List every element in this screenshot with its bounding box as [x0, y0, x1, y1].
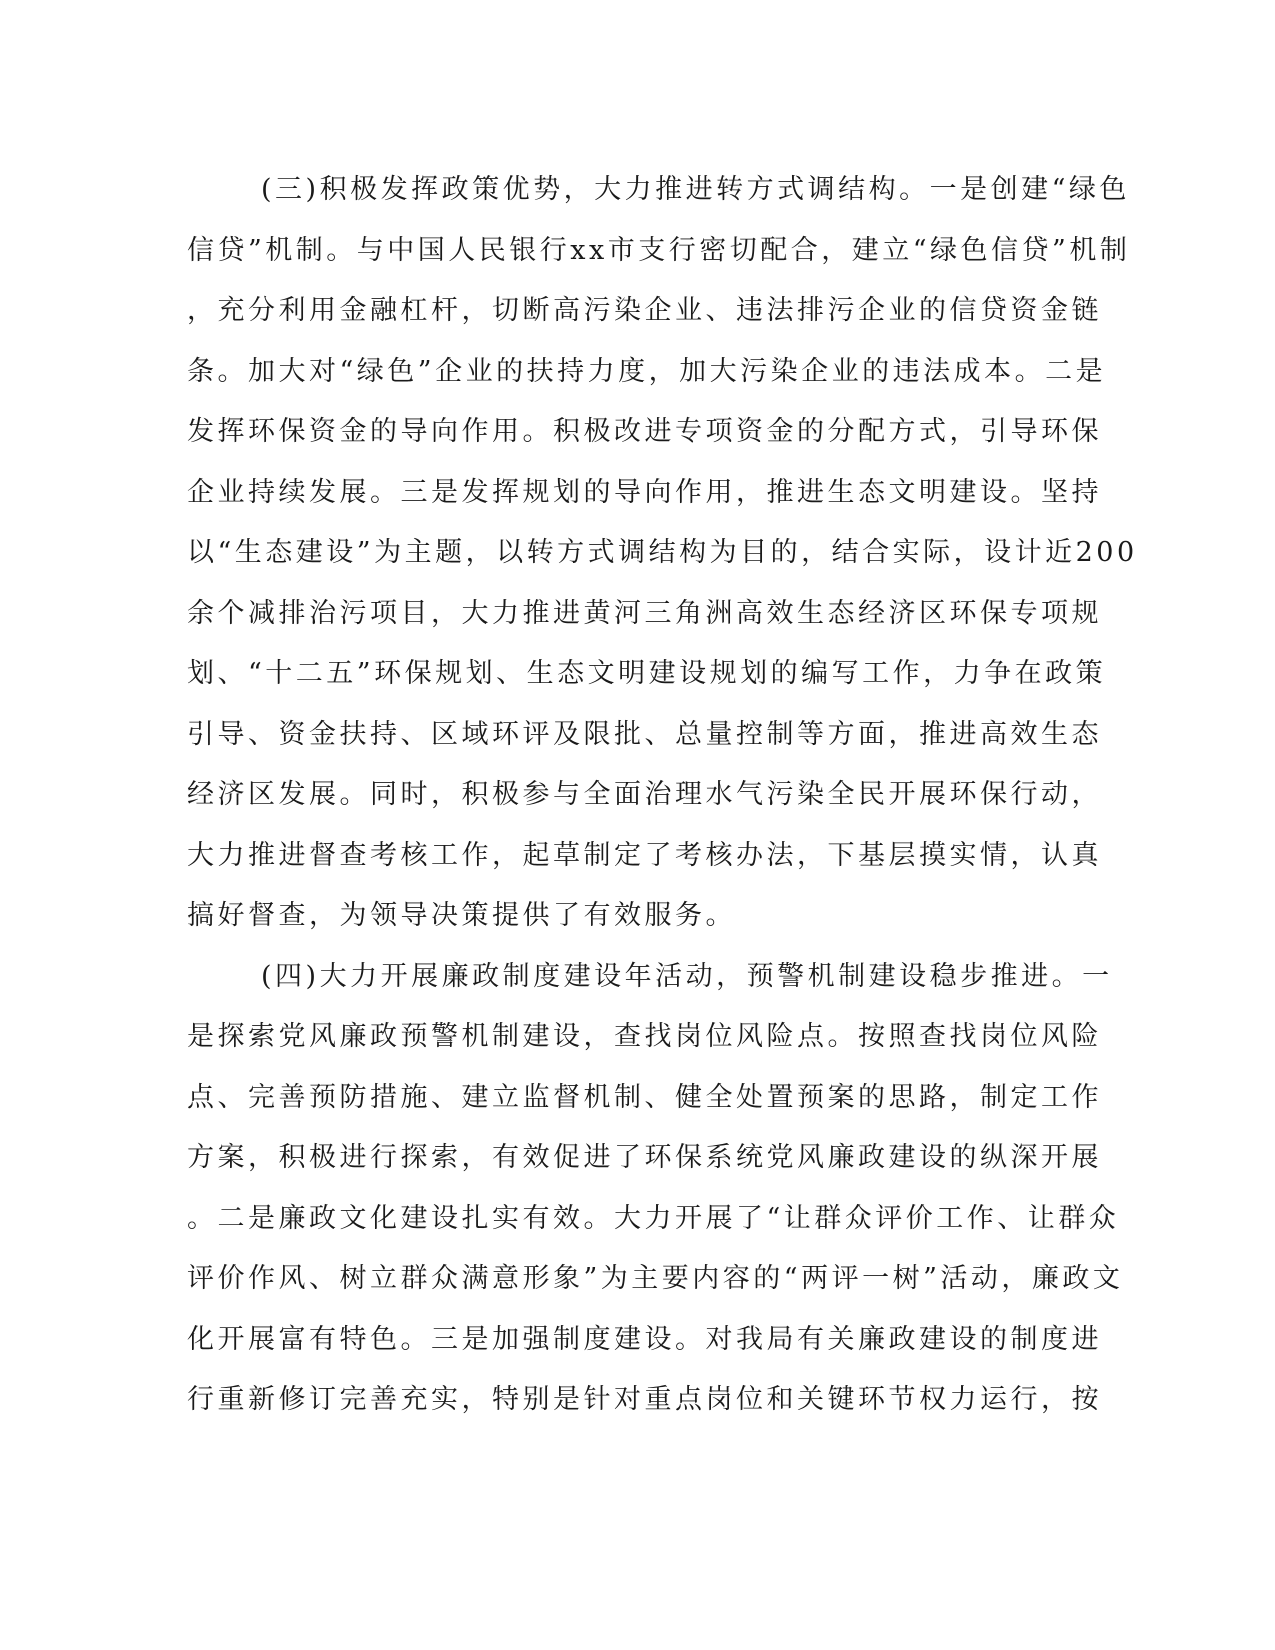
text-line: 条。加大对“绿色”企业的扶持力度，加大污染企业的违法成本。二是 — [187, 355, 1107, 387]
document-body — [187, 160, 1138, 1431]
text-line: 经济区发展。同时，积极参与全面治理水气污染全民开展环保行动， — [187, 779, 1102, 810]
text-line: 引导、资金扶持、区域环评及限批、总量控制等方面，推进高效生态 — [187, 718, 1102, 750]
text-line: 以“生态建设”为主题，以转方式调结构为目的，结合实际，设计近200 — [187, 537, 1138, 568]
text-line: 。二是廉政文化建设扎实有效。大力开展了“让群众评价工作、让群众 — [187, 1202, 1120, 1234]
paragraph-4 — [187, 947, 1124, 1431]
text-line: 搞好督查，为领导决策提供了有效服务。 — [187, 900, 736, 931]
text-line: 化开展富有特色。三是加强制度建设。对我局有关廉政建设的制度进 — [187, 1323, 1102, 1355]
text-line: ，充分利用金融杠杆，切断高污染企业、违法排污企业的信贷资金链 — [187, 295, 1102, 326]
text-line: 信贷”机制。与中国人民银行xx市支行密切配合，建立“绿色信贷”机制 — [187, 234, 1131, 266]
text-line: 方案，积极进行探索，有效促进了环保系统党风廉政建设的纵深开展 — [187, 1142, 1102, 1173]
text-line: (三)积极发挥政策优势，大力推进转方式调结构。一是创建“绿色 — [261, 174, 1130, 205]
text-line: 企业持续发展。三是发挥规划的导向作用，推进生态文明建设。坚持 — [187, 476, 1102, 508]
text-line: 点、完善预防措施、建立监督机制、健全处置预案的思路，制定工作 — [187, 1081, 1102, 1113]
text-line: 划、“十二五”环保规划、生态文明建设规划的编写工作，力争在政策 — [187, 658, 1107, 689]
text-line: 是探索党风廉政预警机制建设，查找岗位风险点。按照查找岗位风险 — [187, 1021, 1102, 1052]
text-line: 大力推进督查考核工作，起草制定了考核办法，下基层摸实情，认真 — [187, 839, 1102, 871]
text-line: 行重新修订完善充实，特别是针对重点岗位和关键环节权力运行，按 — [187, 1384, 1102, 1415]
text-line: 余个减排治污项目，大力推进黄河三角洲高效生态经济区环保专项规 — [187, 597, 1102, 629]
text-line: 评价作风、树立群众满意形象”为主要内容的“两评一树”活动，廉政文 — [187, 1263, 1124, 1294]
text-line: (四)大力开展廉政制度建设年活动，预警机制建设稳步推进。一 — [261, 960, 1113, 992]
text-line: 发挥环保资金的导向作用。积极改进专项资金的分配方式，引导环保 — [187, 416, 1102, 447]
paragraph-3 — [187, 160, 1138, 947]
